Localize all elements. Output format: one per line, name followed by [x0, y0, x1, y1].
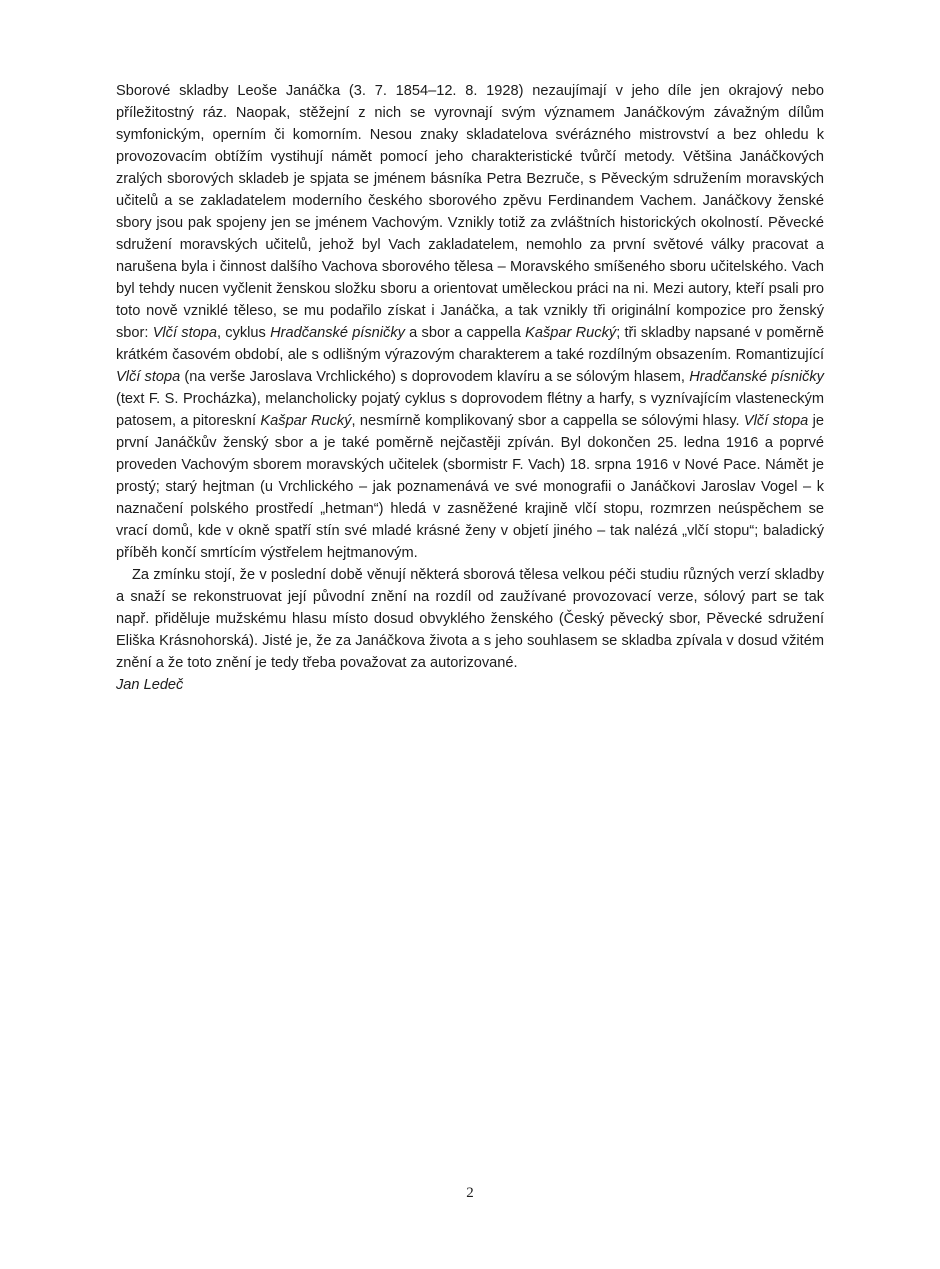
paragraph-text: , nesmírně komplikovaný sbor a cappella se sólovými hlasy. — [351, 413, 744, 429]
paragraph-text: a sbor a cappella — [404, 325, 526, 341]
italic-title-text: Kašpar Rucký — [260, 413, 352, 429]
italic-title-text: Kašpar Rucký — [525, 325, 617, 341]
italic-title-text: Vlčí stopa — [743, 413, 809, 429]
paragraph-text: (na verše Jaroslava Vrchlického) s doprovodem klavíru a se sólovým hlasem, — [180, 369, 690, 385]
article-body — [116, 80, 824, 696]
paragraph-text: , cyklus — [216, 325, 271, 341]
italic-title-text: Hradčanské písničky — [689, 369, 824, 385]
page-number: 2 — [466, 1185, 474, 1201]
italic-title-text: Vlčí stopa — [152, 325, 217, 341]
italic-title-text: Hradčanské písničky — [270, 325, 405, 341]
paragraph-text: (text F. S. Procházka), melancholicky pojatý cyklus s doprovodem flétny a harfy, s vyznívajícím vlasteneckým patosem, a pitoreskní — [116, 391, 824, 429]
paragraph-text: je první Janáčkův ženský sbor a je také poměrně nejčastěji zpíván. Byl dokončen 25. ledna 1916 a poprvé proveden Vachovým sborem moravských učitelek (sbormistr F. Vach) 18. srpna 1916 v Nové Pace. Námět je prostý; starý hejtman (u Vrchlického – jak poznamenává ve své monografii o Janáčkovi Jaroslav Vogel – k naznačení polského prostředí „hetman“) hledá v zasněžené krajině vlčí stopu, rozmrzen neúspěchem se vrací domů, kde v okně spatří stín své mladé krásné ženy v objetí jiného – tak nalézá „vlčí stopu“; baladický příběh končí smrtícím výstřelem hejtmanovým. — [116, 413, 824, 561]
paragraph-text: Sborové skladby Leoše Janáčka (3. 7. 1854–12. 8. 1928) nezaujímají v jeho díle jen okrajový nebo příležitostný ráz. Naopak, stěžejní z nich se vyrovnají svým významem Janáčkovým závažným dílům symfonickým, operním či komorním. Nesou znaky skladatelova svérázného mistrovství a bez ohledu k provozovacím obtížím vystihují námět pomocí jeho charakteristické tvůrčí metody. Většina Janáčkových zralých sborových skladeb je spjata se jménem básníka Petra Bezruče, s Pěveckým sdružením moravských učitelů a se zakladatelem moderního českého sborového zpěvu Ferdinandem Vachem. Janáčkovy ženské sbory jsou pak spojeny jen se jménem Vachovým. Vznikly totiž za zvláštních historických okolností. Pěvecké sdružení moravských učitelů, jehož byl Vach zakladatelem, nemohlo za první světové války pracovat a narušena byla i činnost dalšího Vachova sborového tělesa – Moravského smíšeného sboru učitelského. Vach byl tehdy nucen vyčlenit ženskou složku sboru a orientovat uměleckou práci na ni. Mezi autory, kteří psali pro toto nově vzniklé těleso, se mu podařilo získat i Janáčka, a tak vznikly tři originální kompozice pro ženský sbor: — [116, 83, 824, 341]
paragraph-text: Za zmínku stojí, že v poslední době věnují některá sborová tělesa velkou péči studiu různých verzí skladby a snaží se rekonstruovat její původní znění na rozdíl od zaužívané provozovací verze, sólový part se tak např. přiděluje mužskému hlasu místo dosud obvyklého ženského (Český pěvecký sbor, Pěvecké sdružení Eliška Krásnohorská). Jisté je, že za Janáčkova života a s jeho souhlasem se skladba zpívala v dosud vžitém znění a že toto znění je tedy třeba považovat za autorizované. — [116, 567, 824, 671]
italic-title-text: Vlčí stopa — [116, 369, 181, 385]
paragraph-2 — [116, 564, 824, 674]
paragraph-1 — [116, 80, 824, 564]
author-signature: Jan Ledeč — [116, 677, 184, 693]
paragraph-text: ; tři skladby napsané v poměrně krátkém časovém období, ale s odlišným výrazovým charakterem a také rozdílným obsazením. Romantizující — [116, 325, 825, 363]
